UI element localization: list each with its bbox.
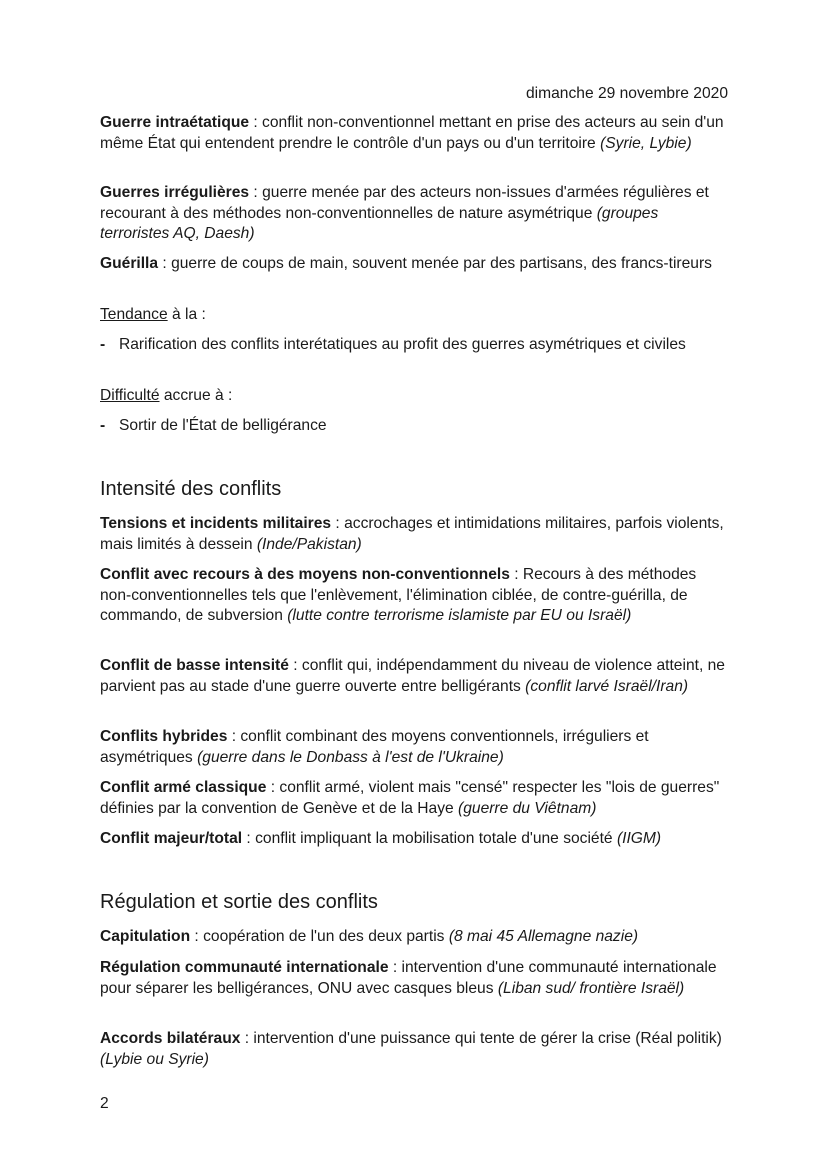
term: Conflit armé classique xyxy=(100,779,267,796)
document-date: dimanche 29 novembre 2020 xyxy=(526,85,728,102)
difficulte-label xyxy=(100,386,730,407)
separator: : xyxy=(266,779,280,796)
definition-text: conflit impliquant la mobilisation totale d'une société xyxy=(255,830,617,847)
definition-text: conflit combinant des moyens conventionnels, irréguliers et asymétriques xyxy=(100,728,649,766)
term: Conflits hybrides xyxy=(100,728,228,745)
definition-entry xyxy=(100,254,730,275)
definition-text: coopération de l'un des deux partis xyxy=(203,928,449,945)
definition-text: conflit qui, indépendamment du niveau de violence atteint, ne parvient pas au stade d'une guerre ouverte entre belligérants xyxy=(100,657,725,695)
term: Guerre intraétatique xyxy=(100,114,250,131)
separator: : xyxy=(249,184,263,201)
term: Guérilla xyxy=(100,255,159,272)
definition-entry xyxy=(100,1029,730,1070)
example: (guerre du Viêtnam) xyxy=(458,799,597,817)
separator: : xyxy=(388,959,402,976)
tendance-rest: à la : xyxy=(167,306,206,323)
tendance-word: Tendance xyxy=(100,306,168,323)
separator: : xyxy=(158,255,172,272)
definition-entry xyxy=(100,113,730,154)
example: (conflit larvé Israël/Iran) xyxy=(525,677,689,695)
term: Conflit avec recours à des moyens non-conventionnels xyxy=(100,566,510,583)
definition-text: guerre de coups de main, souvent menée par des partisans, des francs-tireurs xyxy=(171,255,712,272)
definition-entry xyxy=(100,183,730,245)
term: Guerres irrégulières xyxy=(100,184,250,201)
definition-text: accrochages et intimidations militaires, parfois violents, mais limités à dessein xyxy=(100,515,724,553)
definition-text: conflit armé, violent mais "censé" respecter les "lois de guerres" définies par la convention de Genève et de la Haye xyxy=(100,779,720,817)
example: (IIGM) xyxy=(616,830,662,847)
definition-entry xyxy=(100,656,730,697)
separator: : xyxy=(227,728,241,745)
example: (lutte contre terrorisme islamiste par EU ou Israël) xyxy=(287,607,632,624)
example: (8 mai 45 Allemagne nazie) xyxy=(448,928,639,945)
definition-entry xyxy=(100,778,730,819)
separator: : xyxy=(242,830,256,847)
difficulte-rest: accrue à : xyxy=(159,387,233,404)
definition-text: intervention d'une communauté internationale pour séparer les belligérances, ONU avec casques bleus xyxy=(100,959,717,997)
example: (Lybie ou Syrie) xyxy=(100,1050,209,1068)
term: Capitulation xyxy=(100,928,191,945)
bullet-dash: - xyxy=(100,417,106,434)
bullet-text: Sortir de l'État de belligérance xyxy=(119,417,327,434)
definition-text: conflit non-conventionnel mettant en prise des acteurs au sein d'un même État qui entendent prendre le contrôle d'un pays ou d'un territoire xyxy=(100,114,724,152)
example: (Liban sud/ frontière Israël) xyxy=(497,979,685,997)
difficulte-word: Difficulté xyxy=(100,387,160,404)
definition-text: intervention d'une puissance qui tente de gérer la crise (Réal politik) xyxy=(253,1030,722,1047)
separator: : xyxy=(249,114,263,131)
definition-entry xyxy=(100,958,730,999)
example: (Syrie, Lybie) xyxy=(600,134,692,152)
definition-entry xyxy=(100,565,730,627)
definition-text: guerre menée par des acteurs non-issues d'armées régulières et recourant à des méthodes non-conventionnelles de nature asymétrique xyxy=(100,184,709,222)
separator: : xyxy=(509,566,523,583)
separator: : xyxy=(331,515,345,532)
definition-entry xyxy=(100,727,730,768)
example: (Inde/Pakistan) xyxy=(256,535,362,553)
term: Conflit de basse intensité xyxy=(100,657,289,674)
definition-entry xyxy=(100,829,730,850)
bullet-text: Rarification des conflits interétatiques au profit des guerres asymétriques et civiles xyxy=(119,336,686,353)
term: Conflit majeur/total xyxy=(100,830,243,847)
bullet-dash: - xyxy=(100,336,106,353)
section-heading: Régulation et sortie des conflits xyxy=(100,891,378,913)
example: (groupes terroristes AQ, Daesh) xyxy=(100,204,659,242)
page-number: 2 xyxy=(100,1095,109,1112)
term: Régulation communauté internationale xyxy=(100,959,389,976)
example: (guerre dans le Donbass à l'est de l'Ukraine) xyxy=(197,748,504,766)
separator: : xyxy=(288,657,302,674)
tendance-label xyxy=(100,305,730,326)
definition-entry xyxy=(100,514,730,555)
separator: : xyxy=(240,1030,254,1047)
section-heading: Intensité des conflits xyxy=(100,478,282,500)
separator: : xyxy=(190,928,204,945)
definition-entry xyxy=(100,927,730,948)
term: Tensions et incidents militaires xyxy=(100,515,332,532)
definition-text: Recours à des méthodes non-conventionnelles tels que l'enlèvement, l'élimination ciblée, de contre-guérilla, de commando, de subversion xyxy=(100,566,697,624)
term: Accords bilatéraux xyxy=(100,1030,241,1047)
